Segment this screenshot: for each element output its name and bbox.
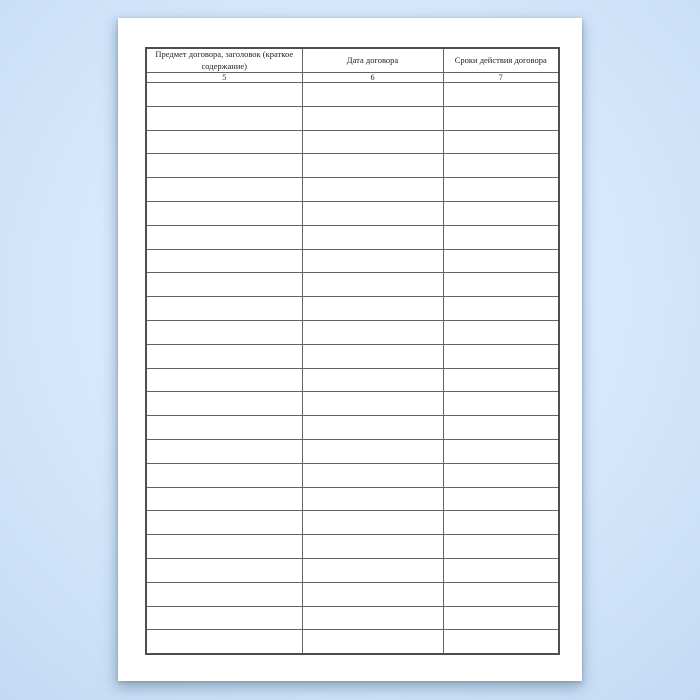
empty-cell xyxy=(443,392,559,416)
empty-row xyxy=(146,535,559,559)
empty-cell xyxy=(443,273,559,297)
empty-cell xyxy=(302,392,443,416)
empty-cell xyxy=(146,130,302,154)
empty-cell xyxy=(302,83,443,107)
empty-cell xyxy=(146,392,302,416)
empty-row xyxy=(146,582,559,606)
empty-cell xyxy=(146,273,302,297)
empty-cell xyxy=(443,225,559,249)
empty-cell xyxy=(443,178,559,202)
empty-cell xyxy=(443,606,559,630)
empty-cell xyxy=(146,83,302,107)
empty-cell xyxy=(443,297,559,321)
empty-cell xyxy=(146,344,302,368)
document-page xyxy=(118,18,582,681)
empty-cell xyxy=(146,106,302,130)
empty-cell xyxy=(302,606,443,630)
empty-cell xyxy=(302,582,443,606)
empty-row xyxy=(146,154,559,178)
empty-cell xyxy=(302,511,443,535)
empty-row xyxy=(146,487,559,511)
empty-cell xyxy=(443,130,559,154)
empty-cell xyxy=(302,320,443,344)
empty-cell xyxy=(146,154,302,178)
empty-cell xyxy=(146,297,302,321)
empty-cell xyxy=(302,130,443,154)
empty-cell xyxy=(146,463,302,487)
empty-cell xyxy=(146,225,302,249)
empty-row xyxy=(146,178,559,202)
empty-cell xyxy=(443,535,559,559)
empty-row xyxy=(146,511,559,535)
empty-cell xyxy=(146,178,302,202)
empty-row xyxy=(146,392,559,416)
empty-cell xyxy=(443,511,559,535)
empty-row xyxy=(146,201,559,225)
column-number-date: 6 xyxy=(302,73,443,83)
empty-cell xyxy=(443,106,559,130)
empty-cell xyxy=(443,439,559,463)
empty-cell xyxy=(146,320,302,344)
empty-cell xyxy=(443,201,559,225)
empty-cell xyxy=(443,558,559,582)
column-number-row xyxy=(146,73,559,83)
empty-cell xyxy=(302,535,443,559)
empty-cell xyxy=(302,154,443,178)
empty-cell xyxy=(146,558,302,582)
empty-cell xyxy=(302,416,443,440)
empty-row xyxy=(146,225,559,249)
empty-cell xyxy=(443,368,559,392)
column-header-validity: Сроки действия договора xyxy=(443,48,559,73)
empty-row xyxy=(146,416,559,440)
empty-cell xyxy=(443,416,559,440)
empty-row xyxy=(146,297,559,321)
empty-cell xyxy=(302,439,443,463)
empty-cell xyxy=(302,487,443,511)
empty-row xyxy=(146,439,559,463)
empty-cell xyxy=(146,368,302,392)
empty-row xyxy=(146,558,559,582)
empty-cell xyxy=(443,344,559,368)
empty-cell xyxy=(146,201,302,225)
header-row xyxy=(146,48,559,73)
empty-cell xyxy=(443,582,559,606)
empty-cell xyxy=(302,558,443,582)
empty-cell xyxy=(146,511,302,535)
empty-cell xyxy=(146,487,302,511)
empty-row xyxy=(146,273,559,297)
empty-cell xyxy=(146,416,302,440)
empty-cell xyxy=(302,178,443,202)
empty-cell xyxy=(302,273,443,297)
empty-cell xyxy=(302,225,443,249)
empty-cell xyxy=(302,368,443,392)
empty-row xyxy=(146,606,559,630)
empty-cell xyxy=(302,297,443,321)
empty-row xyxy=(146,249,559,273)
empty-row xyxy=(146,463,559,487)
empty-cell xyxy=(443,487,559,511)
empty-cell xyxy=(302,249,443,273)
empty-cell xyxy=(146,439,302,463)
empty-cell xyxy=(443,463,559,487)
empty-cell xyxy=(443,630,559,654)
contracts-register-table xyxy=(145,47,560,655)
empty-cell xyxy=(443,320,559,344)
empty-cell xyxy=(146,582,302,606)
empty-cell xyxy=(302,463,443,487)
empty-row xyxy=(146,130,559,154)
empty-cell xyxy=(302,106,443,130)
empty-row xyxy=(146,630,559,654)
empty-cell xyxy=(146,630,302,654)
empty-cell xyxy=(443,249,559,273)
empty-cell xyxy=(443,154,559,178)
column-number-subject: 5 xyxy=(146,73,302,83)
empty-row xyxy=(146,344,559,368)
table-body xyxy=(146,83,559,655)
empty-row xyxy=(146,320,559,344)
empty-cell xyxy=(146,249,302,273)
column-number-validity: 7 xyxy=(443,73,559,83)
empty-cell xyxy=(302,630,443,654)
empty-row xyxy=(146,83,559,107)
empty-cell xyxy=(146,535,302,559)
empty-cell xyxy=(443,83,559,107)
empty-row xyxy=(146,368,559,392)
column-header-date: Дата договора xyxy=(302,48,443,73)
column-header-subject: Предмет договора, заголовок (краткое содержание) xyxy=(146,48,302,73)
empty-cell xyxy=(302,201,443,225)
empty-cell xyxy=(146,606,302,630)
empty-cell xyxy=(302,344,443,368)
empty-row xyxy=(146,106,559,130)
